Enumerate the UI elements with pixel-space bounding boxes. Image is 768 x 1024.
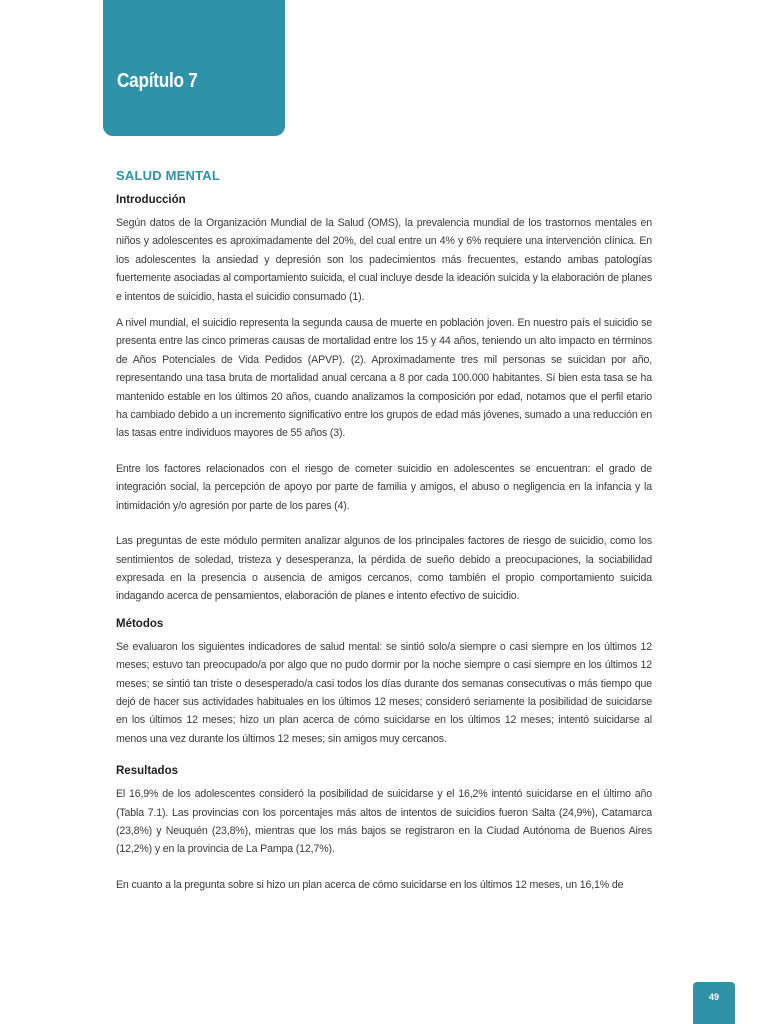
chapter-title: Capítulo 7 xyxy=(117,70,198,92)
methods-heading: Métodos xyxy=(116,617,164,630)
page-content xyxy=(116,168,652,894)
page-number-badge xyxy=(693,982,735,1024)
results-paragraph-2: En cuanto a la pregunta sobre si hizo un plan acerca de cómo suicidarse en los últimos 12 meses, un 16,1% de xyxy=(116,878,624,891)
methods-paragraph: Se evaluaron los siguientes indicadores de salud mental: se sintió solo/a siempre o casi siempre en los últimos 12 meses; estuvo tan preocupado/a por algo que no pudo dormir por la noche siempre o casi siempre en los últimos 12 meses; se sintió tan triste o desesperado/a casi todos los días durante dos semanas consecutivas o más tiempo que dejó de hacer sus actividades habituales en los últimos 12 meses; consideró seriamente la posibilidad de suicidarse en los últimos 12 meses; hizo un plan acerca de cómo suicidarse en los últimos 12 meses; intentó suicidarse al menos una vez durante los últimos 12 meses; sin amigos muy cercanos. xyxy=(116,640,652,745)
intro-paragraph-4: Las preguntas de este módulo permiten analizar algunos de los principales factores de riesgo de suicidio, como los sentimientos de soledad, tristeza y desesperanza, la pérdida de sueño debido a preocupaciones, la sociabilidad expresada en la presencia o ausencia de amigos cercanos, como también el propio comportamiento suicida indagando acerca de pensamientos, elaboración de planes e intento efectivo de suicidio. xyxy=(116,535,652,603)
section-title: SALUD MENTAL xyxy=(116,168,220,183)
intro-paragraph-3: Entre los factores relacionados con el riesgo de cometer suicidio en adolescentes se encuentran: el grado de integración social, la percepción de apoyo por parte de familia y amigos, el abuso o negligencia en la infancia y la intimidación y/o agresión por parte de los pares (4). xyxy=(116,462,652,512)
intro-paragraph-1: Según datos de la Organización Mundial de la Salud (OMS), la prevalencia mundial de los trastornos mentales en niños y adolescentes es aproximadamente del 20%, del cual entre un 4% y 6% requiere una intervención clínica. En los adolescentes la ansiedad y depresión son los padecimientos más frecuentes, estando ambas patologías fuertemente asociadas al comportamiento suicida, el cual incluye desde la ideación suicida y la elaboración de planes e intentos de suicidio, hasta el suicidio consumado (1). xyxy=(116,217,652,303)
page-number: 49 xyxy=(708,992,719,1002)
chapter-tab xyxy=(103,0,285,136)
results-heading: Resultados xyxy=(116,765,178,778)
intro-heading: Introducción xyxy=(116,194,186,206)
intro-paragraph-2: A nivel mundial, el suicidio representa la segunda causa de muerte en población joven. En nuestro país el suicidio se presenta entre las cinco primeras causas de mortalidad entre los 15 y 44 años, teniendo un alto impacto en términos de Años Potenciales de Vida Pedidos (APVP). (2). Aproximadamente tres mil personas se suicidan por año, representando una tasa bruta de mortalidad anual cercana a 8 por cada 100.000 habitantes. Si bien esta tasa se ha mantenido estable en los últimos 20 años, cuando analizamos la composición por edad, notamos que el perfil etario ha cambiado debido a un incremento significativo entre los grupos de edad más jóvenes, sumado a una reducción en las tasas entre individuos mayores de 55 años (3). xyxy=(116,317,652,440)
results-paragraph-1: El 16,9% de los adolescentes consideró la posibilidad de suicidarse y el 16,2% intentó suicidarse en el último año (Tabla 7.1). Las provincias con los porcentajes más altos de intentos de suicidios fueron Salta (24,9%), Catamarca (23,8%) y Neuquén (23,8%), mientras que los más bajos se registraron en la Ciudad Autónoma de Buenos Aires (12,2%) y en la provincia de La Pampa (12,7%). xyxy=(116,788,652,856)
